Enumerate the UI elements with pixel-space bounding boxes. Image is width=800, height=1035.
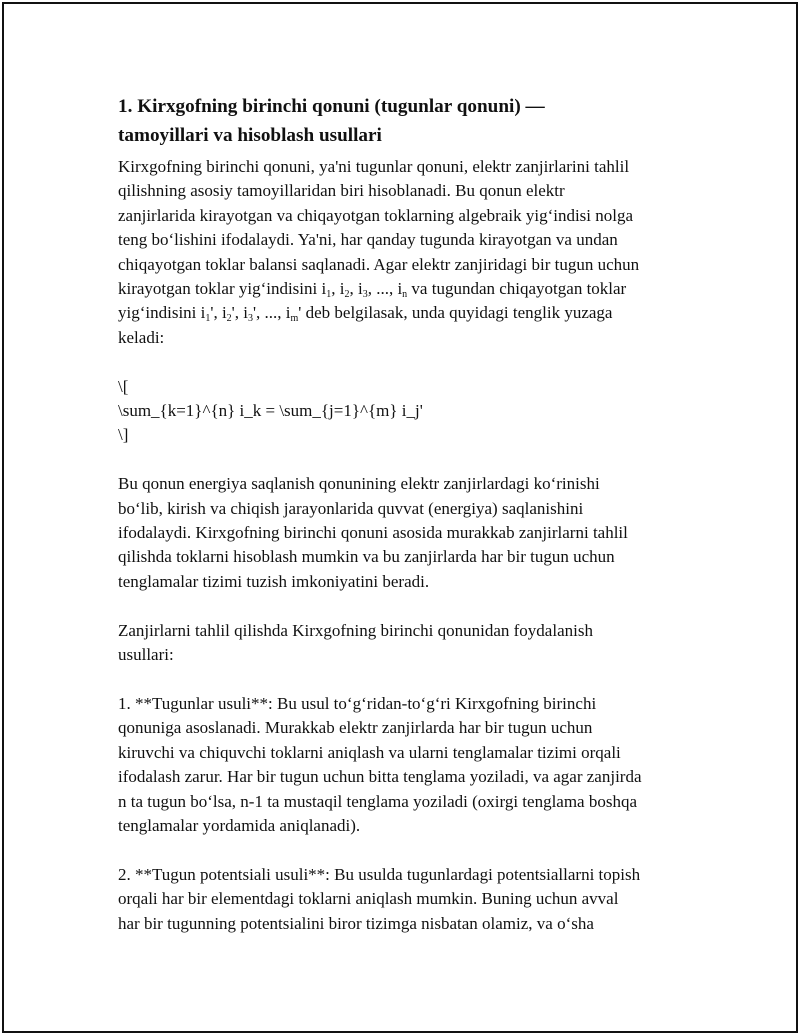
text-line: qilishda toklarni hisoblash mumkin va bu zanjirlarda har bir tugun uchun: [118, 547, 615, 567]
text-line-outflow-currents: yig‘indisini $i_1'$, $i_2'$, $i_3'$, ..., $i_m'$ deb belgilasak, unda quyidagi tenglik yuzaga: [118, 303, 613, 325]
text-line: usullari:: [118, 645, 174, 665]
formula-close: \]: [118, 425, 129, 445]
text-line: 2. **Tugun potentsiali usuli**: Bu usulda tugunlardagi potentsiallarni topish: [118, 864, 641, 884]
text-line: 1. **Tugunlar usuli**: Bu usul to‘g‘ridan-to‘g‘ri Kirxgofning birinchi: [118, 693, 597, 713]
text-line: har bir tugunning potentsialini biror tizimga nisbatan olamiz, va o‘sha: [118, 913, 594, 933]
text-line: Zanjirlarni tahlil qilishda Kirxgofning birinchi qonunidan foydalanish: [118, 620, 593, 640]
section-heading: [118, 92, 698, 150]
text-line: zanjirlarida kirayotgan va chiqayotgan toklarning algebraik yig‘indisi nolga: [118, 205, 634, 225]
text-line: teng bo‘lishini ifodalaydi. Ya'ni, har qanday tugunda kirayotgan va undan: [118, 230, 618, 250]
text-line: qonuniga asoslanadi. Murakkab elektr zanjirlarda har bir tugun uchun: [118, 718, 593, 738]
heading-line: 1. Kirxgofning birinchi qonuni (tugunlar qonuni) —: [118, 96, 545, 117]
paragraph-energy: [118, 472, 698, 594]
text-line: ifodalash zarur. Har bir tugun uchun bitta tenglama yoziladi, va agar zanjirda: [118, 767, 642, 787]
heading-line: tamoyillari va hisoblash usullari: [118, 125, 382, 146]
text-line: tenglamalar tizimi tuzish imkoniyatini beradi.: [118, 571, 430, 591]
formula-open: \[: [118, 376, 129, 396]
text-line: ifodalaydi. Kirxgofning birinchi qonuni asosida murakkab zanjirlarni tahlil: [118, 523, 628, 543]
list-item-node-method: [118, 692, 698, 838]
text-line: orqali har bir elementdagi toklarni aniqlash mumkin. Buning uchun avval: [118, 889, 619, 909]
text-line-inflow-currents: kirayotgan toklar yig‘indisini $i_1$, $i_2$, $i_3$, ..., $i_n$ va tugundan chiqayotgan toklar: [118, 279, 627, 301]
text-line: chiqayotgan toklar balansi saqlanadi. Agar elektr zanjiridagi bir tugun uchun: [118, 254, 640, 274]
formula-body: \sum_{k=1}^{n} i_k = \sum_{j=1}^{m} i_j': [118, 401, 423, 421]
text-line: kiruvchi va chiquvchi toklarni aniqlash va ularni tenglamalar tizimi orqali: [118, 742, 621, 762]
document-body: [118, 92, 698, 960]
paragraph-methods-intro: [118, 619, 698, 668]
text-line: Kirxgofning birinchi qonuni, ya'ni tugunlar qonuni, elektr zanjirlarini tahlil: [118, 157, 630, 176]
text-line: tenglamalar yordamida aniqlanadi).: [118, 815, 361, 835]
paragraph-intro: [118, 155, 698, 350]
text-line: n ta tugun bo‘lsa, n-1 ta mustaqil tenglama yoziladi (oxirgi tenglama boshqa: [118, 791, 638, 811]
formula-block: [118, 375, 698, 448]
list-item-node-potential-method: [118, 863, 698, 936]
text-line: keladi:: [118, 327, 165, 347]
text-line: Bu qonun energiya saqlanish qonunining elektr zanjirlardagi ko‘rinishi: [118, 474, 600, 494]
text-line: qilishning asosiy tamoyillaridan biri hisoblanadi. Bu qonun elektr: [118, 181, 565, 201]
text-line: bo‘lib, kirish va chiqish jarayonlarida quvvat (energiya) saqlanishini: [118, 498, 584, 518]
